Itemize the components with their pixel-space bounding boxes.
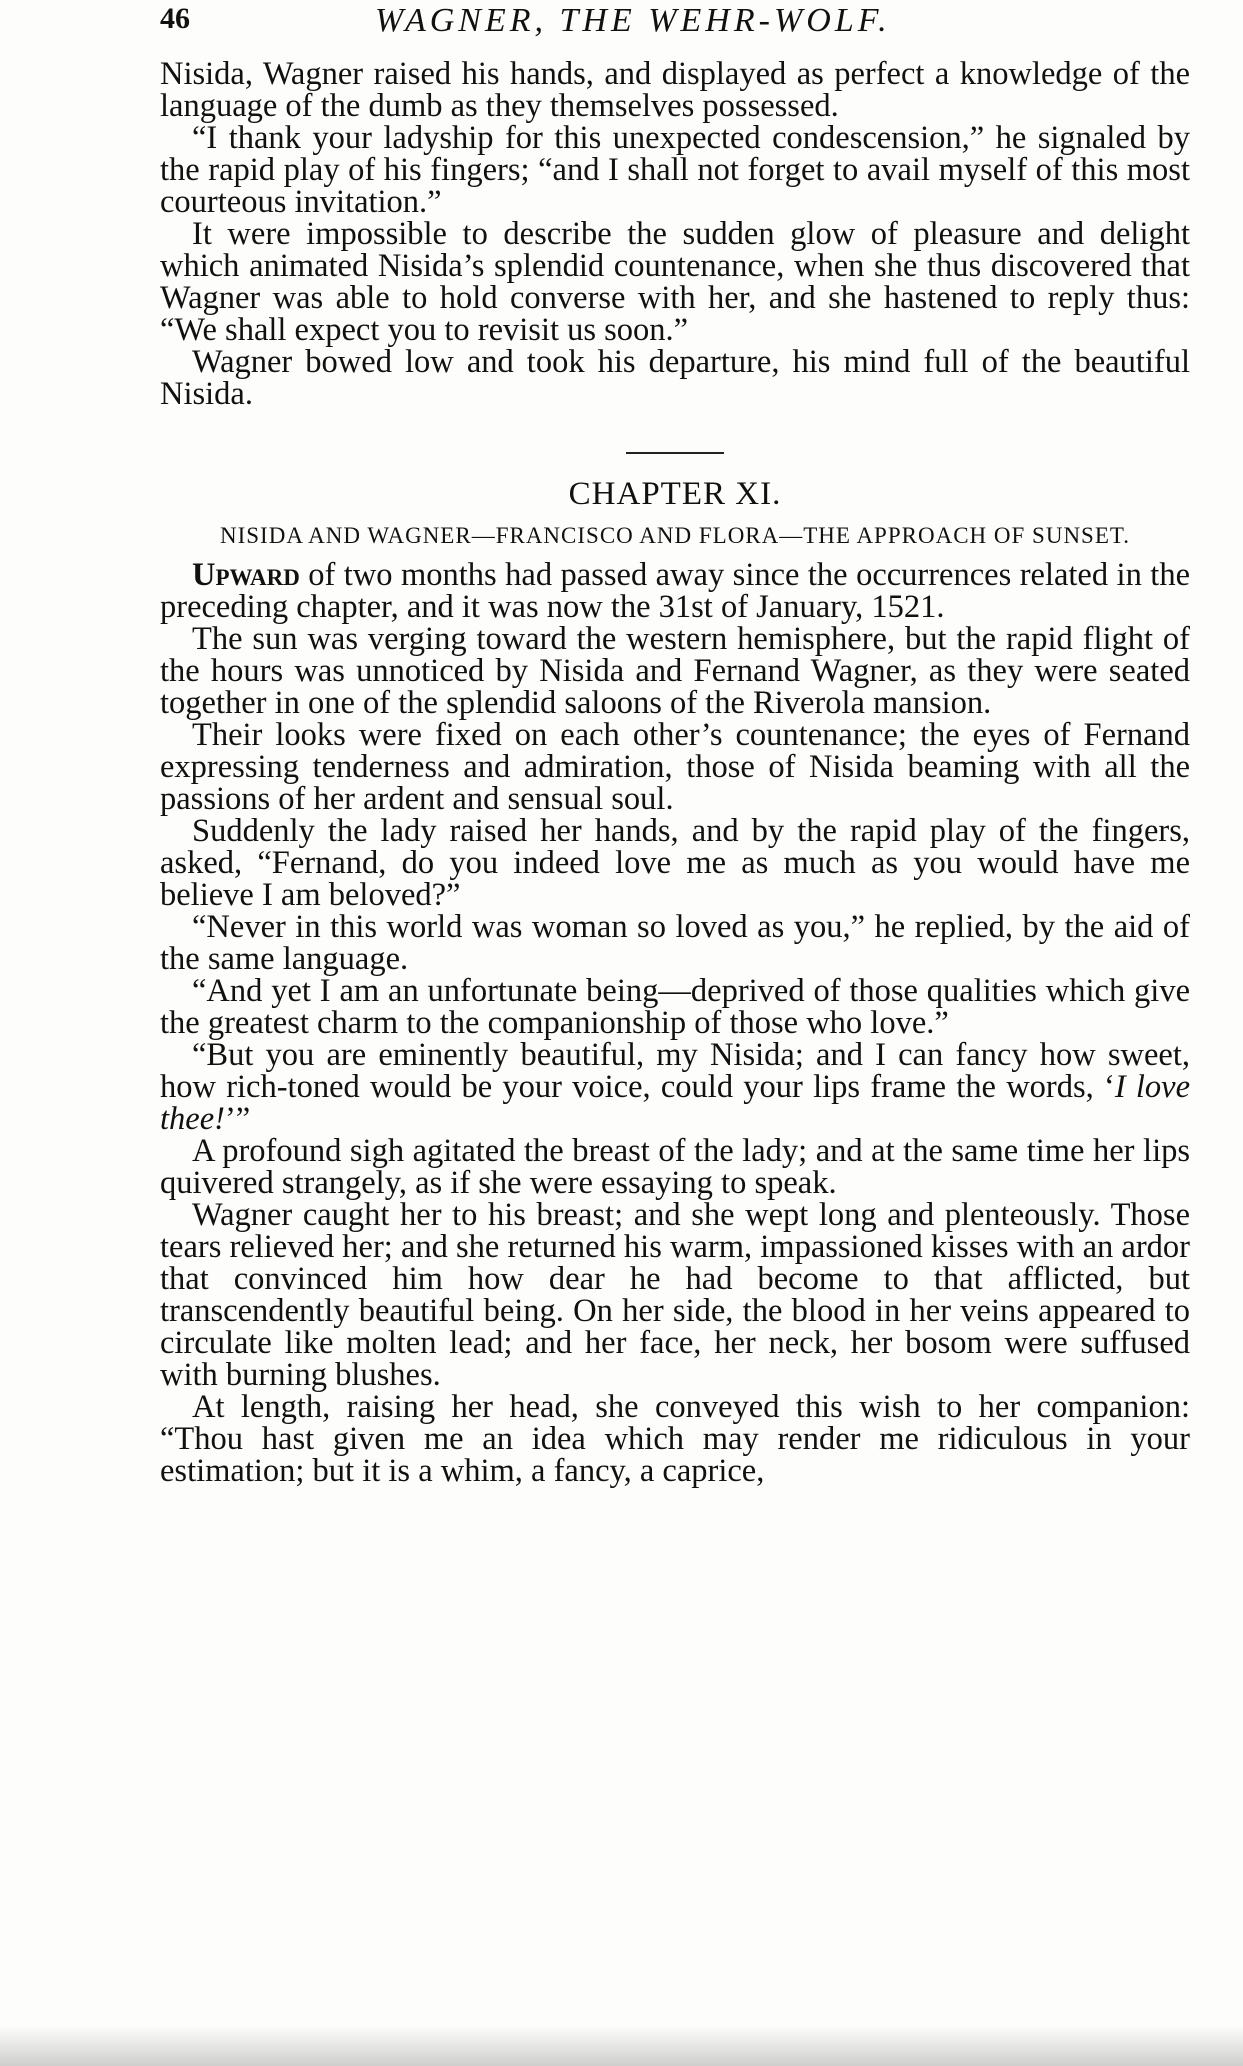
love-text-after: ’” — [224, 1101, 251, 1137]
opening-word: Upward — [192, 557, 300, 593]
paragraph: At length, raising her head, she conveyed this wish to her companion: “Thou hast given me an idea which may render me ridiculous in your estimation; but it is a whim, a fancy, a caprice, — [160, 1389, 1190, 1489]
paragraph: “Never in this world was woman so loved as you,” he replied, by the aid of the same language. — [160, 909, 1190, 977]
paragraph: Nisida, Wagner raised his hands, and displayed as perfect a knowledge of the language of the dumb as they themselves possessed. — [160, 56, 1190, 124]
love-text-before: “But you are eminently beautiful, my Nisida; and I can fancy how sweet, how rich-toned would be your voice, could your lips frame the words, ‘ — [160, 1037, 1190, 1105]
paragraph: Suddenly the lady raised her hands, and by the rapid play of the fingers, asked, “Fernand, do you indeed love me as much as you would have me believe I am beloved?” — [160, 813, 1190, 913]
paragraph — [160, 1039, 1190, 1135]
page-number: 46 — [160, 2, 190, 35]
section-divider — [626, 452, 724, 454]
chapter-opening-paragraph — [160, 559, 1190, 623]
chapter-subtitle: NISIDA AND WAGNER—FRANCISCO AND FLORA—THE APPROACH OF SUNSET. — [220, 523, 1130, 548]
body-text — [160, 58, 1190, 1487]
paragraph: It were impossible to describe the sudden glow of pleasure and delight which animated Nisida’s splendid countenance, when she thus discovered that Wagner was able to hold converse with her, and she hastened to reply thus: “We shall expect you to revisit us soon.” — [160, 216, 1190, 348]
page-header — [160, 2, 1190, 46]
scan-smudge — [0, 2026, 1243, 2066]
paragraph: A profound sigh agitated the breast of the lady; and at the same time her lips quivered strangely, as if she were essaying to speak. — [160, 1133, 1190, 1201]
paragraph: Their looks were fixed on each other’s countenance; the eyes of Fernand expressing tenderness and admiration, those of Nisida beaming with all the passions of her ardent and sensual soul. — [160, 717, 1190, 817]
running-title: WAGNER, THE WEHR-WOLF. — [375, 2, 891, 39]
paragraph: Wagner caught her to his breast; and she wept long and plenteously. Those tears relieved her; and she returned his warm, impassioned kisses with an ardor that convinced him how dear he had become to that afflicted, but transcendently beautiful being. On her side, the blood in her veins appeared to circulate like molten lead; and her face, her neck, her bosom were suffused with burning blushes. — [160, 1197, 1190, 1393]
paragraph: “I thank your ladyship for this unexpected condescension,” he signaled by the rapid play of his fingers; “and I shall not forget to avail myself of this most courteous invitation.” — [160, 120, 1190, 220]
paragraph: Wagner bowed low and took his departure, his mind full of the beautiful Nisida. — [160, 344, 1190, 412]
chapter-heading: CHAPTER XI. — [568, 476, 782, 512]
love-text-emphasis: I love thee! — [160, 1069, 1191, 1137]
paragraph: “And yet I am an unfortunate being—deprived of those qualities which give the greatest charm to the companionship of those who love.” — [160, 973, 1190, 1041]
opening-rest: of two months had passed away since the occurrences related in the preceding chapter, and it was now the 31st of January, 1521. — [160, 557, 1190, 625]
paragraph: The sun was verging toward the western hemisphere, but the rapid flight of the hours was unnoticed by Nisida and Fernand Wagner, as they were seated together in one of the splendid saloons of the Riverola mansion. — [160, 621, 1190, 721]
